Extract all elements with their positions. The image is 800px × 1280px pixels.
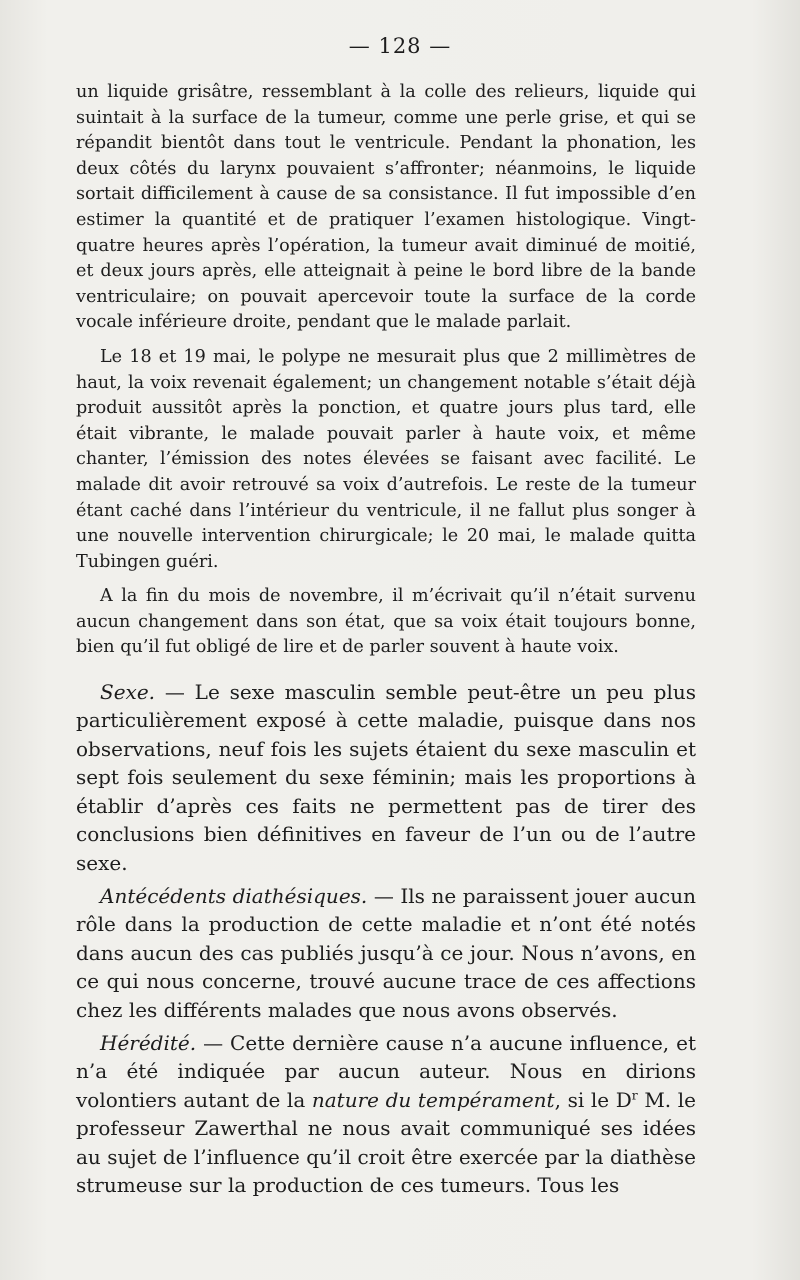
section-text-heredite-2: , si le D: [554, 1087, 632, 1112]
paragraph-sexe: [76, 678, 696, 877]
paragraph-november-letter: A la fin du mois de novembre, il m’écrivait qu’il n’était survenu aucun changement dans son état, que sa voix était toujours bonne, bien qu’il fut obligé de lire et de parler souvent à haute voix.: [76, 586, 696, 658]
superscript-r: r: [631, 1087, 638, 1103]
section-text-heredite-3: M. le professeur Zawerthal ne nous avait communiqué ses idées au sujet de l’influence qu’il croit être exercée par la diathèse strumeuse sur la production de ces tumeurs. Tous les: [76, 1087, 697, 1197]
section-text-heredite-1: — Cette dernière cause n’a aucune influence, et n’a été indiquée par aucun auteur. Nous en dirions volontiers autant de la: [76, 1030, 696, 1112]
section-label-antecedents: Antécédents diathésiques.: [100, 883, 368, 908]
paragraph-antecedents: [76, 882, 696, 1024]
paragraph-may-progress: Le 18 et 19 mai, le polype ne mesurait plus que 2 millimètres de haut, la voix revenait également; un changement notable s’était déjà produit aussitôt après la ponction, et quatre jours plus tard, elle était vibrante, le malade pouvait parler à haute voix, et même chanter, l’émission des notes élevées se faisant avec facilité. Le malade dit avoir retrouvé sa voix d’autrefois. Le reste de la tumeur étant caché dans l’intérieur du ventricule, il ne fallut plus songer à une nouvelle intervention chirurgicale; le 20 mai, le malade quitta Tubingen guéri.: [76, 346, 696, 572]
section-label-sexe: Sexe.: [100, 680, 156, 705]
page-number: — 128 —: [348, 34, 452, 58]
paragraph-heredite: [76, 1029, 696, 1199]
section-label-heredite: Hérédité.: [100, 1030, 197, 1055]
text-block: [76, 80, 696, 1199]
paragraph-case-continuation: un liquide grisâtre, ressemblant à la colle des relieurs, liquide qui suintait à la surface de la tumeur, comme une perle grise, et qui se répandit bientôt dans tout le ventricule. Pendant la phonation, les deux côtés du larynx pouvaient s’affronter; néanmoins, le liquide sortait difficilement à cause de sa consistance. Il fut impossible d’en estimer la quantité et de pratiquer l’examen histologique. Vingt-quatre heures après l’opération, la tumeur avait diminué de moitié, et deux jours après, elle atteignait à peine le bord libre de la bande ventriculaire; on pouvait apercevoir toute la surface de la corde vocale inférieure droite, pendant que le malade parlait.: [76, 82, 696, 333]
section-text-antecedents: — Ils ne paraissent jouer aucun rôle dans la production de cette maladie et n’ont été notés dans aucun des cas publiés jusqu’à ce jour. Nous n’avons, en ce qui nous concerne, trouvé aucune trace de ces affections chez les différents malades que nous avons observés.: [76, 883, 696, 1022]
section-text-sexe: — Le sexe masculin semble peut-être un peu plus particulièrement exposé à cette maladie, puisque dans nos observations, neuf fois les sujets étaient du sexe masculin et sept fois seulement du sexe féminin; mais les proportions à établir d’après ces faits ne permettent pas de tirer des conclusions bien définitives en faveur de l’un ou de l’autre sexe.: [76, 680, 696, 875]
emphasis-nature-du-temperament: nature du tempérament: [311, 1087, 555, 1112]
